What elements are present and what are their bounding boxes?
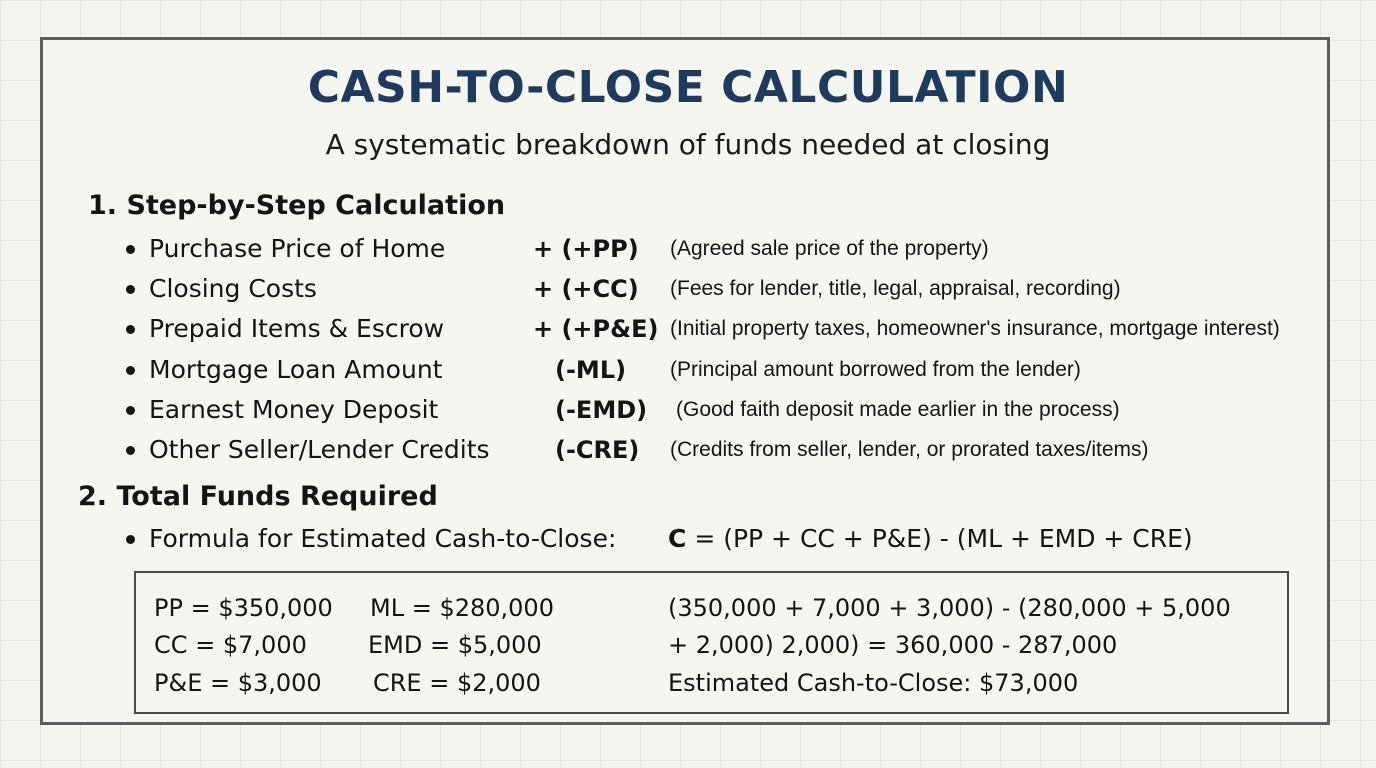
- page-title: CASH-TO-CLOSE CALCULATION: [307, 62, 1069, 113]
- example-value-pe: P&E = $3,000: [154, 669, 322, 697]
- formula-rhs: = (PP + CC + P&E) - (ML + EMD + CRE): [694, 524, 1193, 553]
- section-heading-step-by-step: 1. Step-by-Step Calculation: [88, 190, 506, 221]
- bullet-icon: [126, 535, 135, 544]
- bullet-icon: [126, 366, 135, 375]
- item-code: (-EMD): [555, 396, 648, 424]
- item-label: Prepaid Items & Escrow: [149, 314, 445, 343]
- item-label: Mortgage Loan Amount: [149, 355, 443, 384]
- calculation-result: Estimated Cash-to-Close: $73,000: [668, 669, 1079, 697]
- list-item: [0, 430, 1376, 470]
- bullet-icon: [126, 325, 135, 334]
- item-label: Purchase Price of Home: [149, 234, 446, 263]
- item-description: (Agreed sale price of the property): [670, 237, 989, 260]
- calculation-line: (350,000 + 7,000 + 3,000) - (280,000 + 5,000: [668, 594, 1231, 622]
- item-label: Other Seller/Lender Credits: [149, 435, 490, 464]
- bullet-icon: [126, 406, 135, 415]
- formula-label: Formula for Estimated Cash-to-Close:: [149, 524, 617, 553]
- formula-expression: [668, 519, 1193, 559]
- formula-variable: C: [668, 524, 687, 553]
- list-item: [0, 229, 1376, 269]
- formula-item: [0, 519, 1376, 559]
- list-item: [0, 309, 1376, 349]
- item-description: (Principal amount borrowed from the lender): [670, 358, 1081, 381]
- item-code: + (+CC): [533, 275, 639, 303]
- item-label: Earnest Money Deposit: [149, 395, 439, 424]
- bullet-icon: [126, 446, 135, 455]
- item-code: + (+PP): [533, 235, 639, 263]
- item-description: (Fees for lender, title, legal, appraisal, recording): [670, 277, 1121, 300]
- item-code: (-CRE): [555, 436, 640, 464]
- list-item: [0, 390, 1376, 430]
- list-item: [0, 350, 1376, 390]
- calculation-line: + 2,000) 2,000) = 360,000 - 287,000: [668, 631, 1118, 659]
- item-description: (Credits from seller, lender, or prorated taxes/items): [670, 438, 1149, 461]
- example-value-pp: PP = $350,000: [154, 594, 333, 622]
- example-value-cre: CRE = $2,000: [373, 669, 541, 697]
- example-value-cc: CC = $7,000: [154, 631, 307, 659]
- bullet-icon: [126, 285, 135, 294]
- list-item: [0, 269, 1376, 309]
- item-description: (Good faith deposit made earlier in the process): [676, 398, 1120, 421]
- section-heading-total-funds: 2. Total Funds Required: [78, 481, 438, 512]
- example-value-ml: ML = $280,000: [370, 594, 554, 622]
- item-label: Closing Costs: [149, 274, 317, 303]
- bullet-icon: [126, 245, 135, 254]
- example-value-emd: EMD = $5,000: [368, 631, 542, 659]
- item-description: (Initial property taxes, homeowner's insurance, mortgage interest): [670, 317, 1280, 340]
- item-code: (-ML): [555, 356, 627, 384]
- page-subtitle: A systematic breakdown of funds needed at closing: [325, 128, 1051, 161]
- item-code: + (+P&E): [533, 315, 659, 343]
